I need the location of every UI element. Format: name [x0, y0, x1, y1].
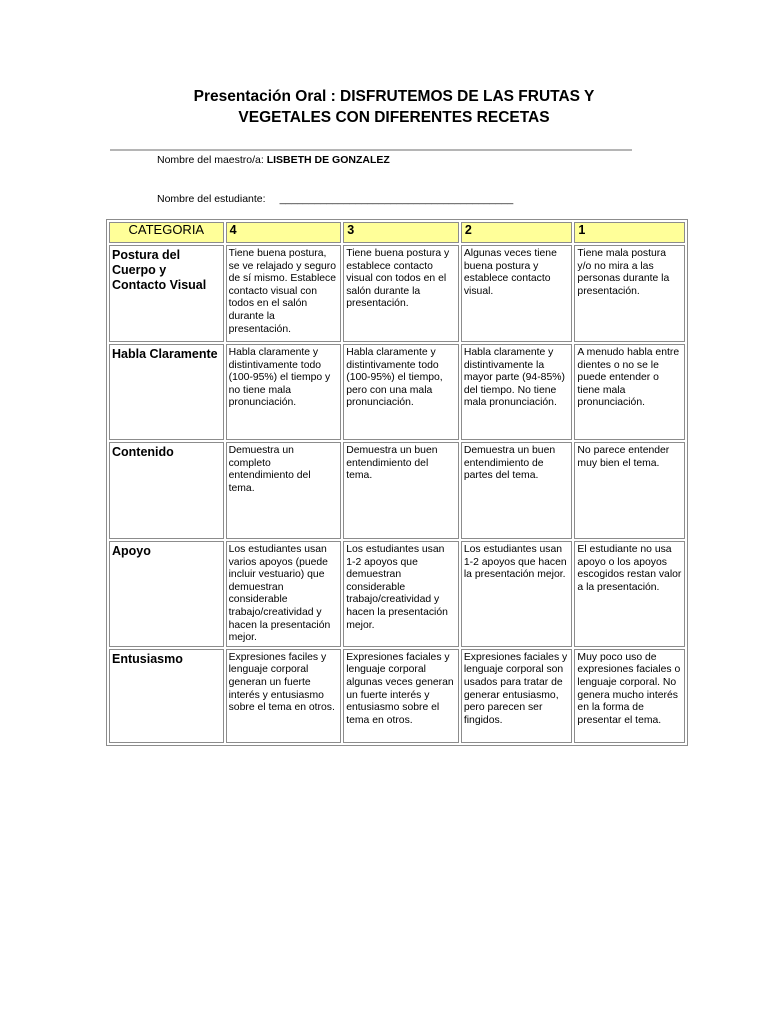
student-label: Nombre del estudiante:: [157, 193, 266, 205]
header-score-2: 2: [461, 222, 573, 243]
title-line-1: Presentación Oral : DISFRUTEMOS DE LAS FRUTAS Y: [193, 88, 595, 105]
rubric-cell: Los estudiantes usan varios apoyos (puede incluir vestuario) que demuestran considerable trabajo/creatividad y hacen la presentación mejor.: [226, 541, 342, 647]
header-score-1: 1: [574, 222, 685, 243]
title-line-2: VEGETALES CON DIFERENTES RECETAS: [238, 109, 550, 126]
rubric-cell: Habla claramente y distintivamente la mayor parte (94-85%) del tiempo. No tiene mala pronunciación.: [461, 344, 573, 440]
rubric-cell: Demuestra un buen entendimiento del tema.: [343, 442, 459, 539]
rubric-cell: Expresiones faciales y lenguaje corporal algunas veces generan un fuerte interés y entusiasmo sobre el tema en otros.: [343, 649, 459, 743]
student-name-blank: ________________________________________: [279, 193, 514, 205]
rubric-cell: Demuestra un completo entendimiento del tema.: [226, 442, 342, 539]
rubric-cell: Tiene buena postura y establece contacto visual con todos en el salón durante la presentación.: [343, 245, 459, 342]
rubric-cell: Muy poco uso de expresiones faciales o lenguaje corporal. No genera mucho interés en la forma de presentar el tema.: [574, 649, 685, 743]
criterion-label: Entusiasmo: [109, 649, 224, 743]
header-score-3: 3: [343, 222, 459, 243]
criterion-label: Habla Claramente: [109, 344, 224, 440]
rubric-row: [109, 649, 685, 743]
rubric-table: [106, 219, 688, 746]
rubric-cell: Tiene buena postura, se ve relajado y seguro de sí mismo. Establece contacto visual con todos en el salón durante la presentación.: [226, 245, 342, 342]
rubric-row: [109, 344, 685, 440]
teacher-name: LISBETH DE GONZALEZ: [266, 154, 390, 166]
rubric-cell: Expresiones faciles y lenguaje corporal generan un fuerte interés y entusiasmo sobre el tema en otros.: [226, 649, 342, 743]
teacher-line: [157, 154, 390, 166]
rubric-cell: Tiene mala postura y/o no mira a las personas durante la presentación.: [574, 245, 685, 342]
rubric-cell: Demuestra un buen entendimiento de partes del tema.: [461, 442, 573, 539]
rubric-row: [109, 541, 685, 647]
teacher-label: Nombre del maestro/a:: [157, 154, 264, 166]
criterion-label: Contenido: [109, 442, 224, 539]
rubric-cell: A menudo habla entre dientes o no se le puede entender o tiene mala pronunciación.: [574, 344, 685, 440]
header-score-4: 4: [226, 222, 342, 243]
rubric-cell: Habla claramente y distintivamente todo (100-95%) el tiempo y no tiene mala pronunciación.: [226, 344, 342, 440]
rubric-cell: Expresiones faciales y lenguaje corporal son usados para tratar de generar entusiasmo, pero parecen ser fingidos.: [461, 649, 573, 743]
rubric-cell: No parece entender muy bien el tema.: [574, 442, 685, 539]
document-title: [0, 86, 768, 128]
rubric-row: [109, 442, 685, 539]
title-divider: [110, 149, 632, 151]
header-categoria: CATEGORIA: [109, 222, 224, 243]
criterion-label: Apoyo: [109, 541, 224, 647]
rubric-cell: Los estudiantes usan 1-2 apoyos que hacen la presentación mejor.: [461, 541, 573, 647]
rubric-cell: Habla claramente y distintivamente todo (100-95%) el tiempo, pero con una mala pronunciación.: [343, 344, 459, 440]
criterion-label: Postura del Cuerpo y Contacto Visual: [109, 245, 224, 342]
rubric-cell: Algunas veces tiene buena postura y establece contacto visual.: [461, 245, 573, 342]
student-line: [157, 193, 513, 205]
rubric-row: [109, 245, 685, 342]
rubric-cell: El estudiante no usa apoyo o los apoyos escogidos restan valor a la presentación.: [574, 541, 685, 647]
rubric-header-row: [109, 222, 685, 243]
rubric-cell: Los estudiantes usan 1-2 apoyos que demuestran considerable trabajo/creatividad y hacen la presentación mejor.: [343, 541, 459, 647]
